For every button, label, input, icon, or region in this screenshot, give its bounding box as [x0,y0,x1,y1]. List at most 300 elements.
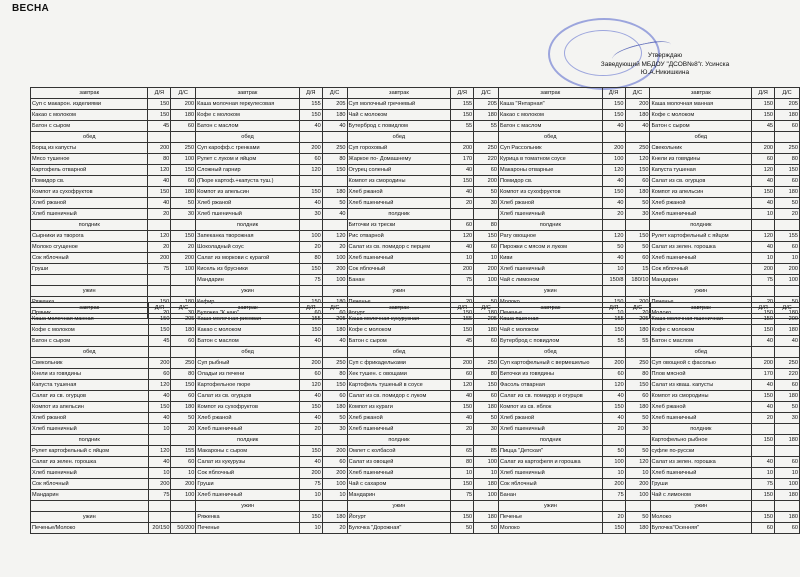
dish-cell: Картофельное пюре [196,380,300,391]
portion-cell [602,286,625,297]
portion-cell: 200 [148,253,171,264]
dish-cell: Хлеб пшеничный [31,468,149,479]
portion-cell [322,220,347,231]
portion-cell: 65 [451,446,474,457]
portion-cell: 150 [625,231,650,242]
portion-cell: 60 [752,523,775,534]
portion-cell: 150 [171,165,196,176]
dish-cell: Хлеб пшеничный [499,209,603,220]
portion-cell: 80 [299,253,322,264]
dish-cell: Каша пшенная [499,314,603,325]
portion-cell: 10 [602,308,625,319]
portion-cell: 150 [474,380,499,391]
portion-cell: 45 [148,336,171,347]
table-row [31,325,800,336]
portion-cell [752,286,775,297]
dish-cell: Сырники из творога [31,231,148,242]
portion-cell: 80 [322,154,347,165]
dish-cell: Сок яблочный [347,264,451,275]
dish-cell: Хлеб пшеничный [499,468,603,479]
portion-cell: 100 [171,154,196,165]
portion-cell: 50/200 [171,523,196,534]
portion-cell: 150 [451,325,474,336]
portion-cell: 150 [171,380,196,391]
dish-cell: Груши [196,479,300,490]
portion-cell: 150 [451,110,474,121]
portion-cell: Д/С [625,88,650,99]
portion-cell: 150 [602,402,625,413]
table-row [31,154,800,165]
portion-cell: 30 [171,308,196,319]
portion-cell: 30 [474,198,499,209]
portion-cell: 10 [775,253,800,264]
portion-cell: 155 [451,314,474,325]
portion-cell: 60 [299,369,322,380]
portion-cell: 180 [775,110,800,121]
portion-cell [775,220,800,231]
portion-cell: 100 [299,231,322,242]
portion-cell [451,209,474,220]
portion-cell: 180 [625,110,650,121]
portion-cell: 50 [171,413,196,424]
portion-cell: 180 [474,402,499,413]
table-row [31,336,800,347]
dish-cell: завтрак [31,88,148,99]
table-row [31,369,800,380]
portion-cell: 180 [474,110,499,121]
dish-cell: завтрак [499,303,603,314]
portion-cell: 200 [625,297,650,308]
portion-cell: 80 [625,369,650,380]
portion-cell: 250 [171,358,196,369]
table-row [31,286,800,297]
dish-cell: Компот из смородины [347,176,451,187]
portion-cell: 150 [451,176,474,187]
portion-cell: 10 [148,424,171,435]
table-row [31,468,800,479]
portion-cell: 40 [148,198,171,209]
portion-cell: 150 [752,325,775,336]
portion-cell: 40 [299,413,322,424]
portion-cell: Д/Я [148,303,171,314]
portion-cell: 80 [171,369,196,380]
portion-cell: 205 [474,314,499,325]
dish-cell: ужин [650,286,752,297]
dish-cell: Хлеб пшеничный [347,424,451,435]
dish-cell: завтрак [196,303,300,314]
portion-cell: 150 [602,187,625,198]
portion-cell: 60 [775,457,800,468]
portion-cell: 250 [322,143,347,154]
dish-cell: Салат из кваш. капусты [650,380,752,391]
dish-cell: Чай с молоком [347,110,451,121]
portion-cell: 150 [451,402,474,413]
portion-cell: 180 [322,110,347,121]
portion-cell: 200 [474,176,499,187]
dish-cell: Помидор св. [31,176,148,187]
portion-cell: 60 [171,391,196,402]
dish-cell: Какао с молоком [499,110,603,121]
portion-cell [148,435,171,446]
dish-cell: Кофе с молоком [31,325,149,336]
portion-cell: 250 [625,358,650,369]
dish-cell: Груши [31,264,148,275]
portion-cell [148,220,171,231]
portion-cell: 150 [299,110,322,121]
portion-cell: Д/Я [752,303,775,314]
portion-cell [775,347,800,358]
portion-cell [474,132,499,143]
dish-cell: Хлеб пшеничный [650,253,752,264]
portion-cell: Д/С [322,303,347,314]
portion-cell: 180 [322,297,347,308]
portion-cell: 180 [171,187,196,198]
portion-cell: 85 [474,446,499,457]
portion-cell: 50 [451,523,474,534]
dish-cell: Салат из св. помидор и огурцов [499,391,603,402]
dish-cell: Суп овощной с фасолью [650,358,752,369]
portion-cell: 250 [171,143,196,154]
dish-cell: Огурец соленый [347,165,451,176]
portion-cell: 20 [752,297,775,308]
portion-cell: 40 [322,336,347,347]
portion-cell: 20 [299,242,322,253]
dish-cell: Сок яблочный [196,468,300,479]
portion-cell: 250 [625,143,650,154]
dish-cell: Курица в томатном соусе [499,154,603,165]
portion-cell: 60 [474,336,499,347]
portion-cell [602,220,625,231]
dish-cell: обед [31,347,149,358]
portion-cell: 150 [752,99,775,110]
portion-cell: 180 [171,110,196,121]
dish-cell: Рулет картофельный с яйцом [31,446,149,457]
dish-cell: Сок яблочный [499,479,603,490]
dish-cell: Мясо тушеное [31,154,148,165]
portion-cell: 60 [171,176,196,187]
portion-cell: 60 [625,176,650,187]
table-row [31,424,800,435]
portion-cell: 205 [171,314,196,325]
portion-cell: 200 [602,358,625,369]
portion-cell: 30 [775,413,800,424]
dish-cell: Сок яблочный [31,253,148,264]
portion-cell: 20 [625,308,650,319]
portion-cell: 75 [752,275,775,286]
portion-cell: 180 [322,402,347,413]
portion-cell: 40 [602,121,625,132]
dish-cell: полдник [31,435,149,446]
dish-cell: Хлеб ржаной [347,187,451,198]
dish-cell: Свекольник [31,358,149,369]
portion-cell: 150 [752,308,775,319]
portion-cell: 50 [322,198,347,209]
portion-cell: 40 [602,198,625,209]
portion-cell: 150 [602,297,625,308]
portion-cell: 120 [451,231,474,242]
dish-cell: Булочка "Дорожная" [347,523,451,534]
portion-cell: 250 [474,358,499,369]
portion-cell: 60 [171,457,196,468]
portion-cell [602,347,625,358]
portion-cell [474,209,499,220]
portion-cell: 150 [451,308,474,319]
portion-cell: 40 [451,165,474,176]
dish-cell: Каша молочная геркулесовая [196,99,300,110]
portion-cell: 120 [602,165,625,176]
page-title: ВЕСНА [12,3,50,14]
dish-cell: Йогурт [347,512,451,523]
portion-cell [451,286,474,297]
portion-cell: 120 [299,165,322,176]
dish-cell: Молоко [499,297,603,308]
dish-cell: Какао с молоком [196,325,300,336]
portion-cell: 80 [451,457,474,468]
dish-cell: полдник [196,220,300,231]
portion-cell: 15 [625,264,650,275]
dish-cell: Хлеб пшеничный [347,198,451,209]
portion-cell: 200 [752,143,775,154]
portion-cell: 60 [775,242,800,253]
dish-cell: ужин [499,286,603,297]
portion-cell: Д/Я [451,88,474,99]
portion-cell: 60 [775,121,800,132]
dish-cell: Компот из апельсин [650,187,752,198]
dish-cell: Рулет с луком и яйцом [196,154,300,165]
portion-cell: 10 [474,468,499,479]
portion-cell: 60 [602,369,625,380]
portion-cell: 50 [322,413,347,424]
portion-cell: 50 [625,446,650,457]
portion-cell: 180 [625,187,650,198]
dish-cell: ужин [31,512,149,523]
portion-cell [299,220,322,231]
portion-cell: 250 [474,143,499,154]
portion-cell: Д/Я [299,303,322,314]
portion-cell: 75 [148,264,171,275]
portion-cell: 30 [625,424,650,435]
portion-cell: 40 [148,413,171,424]
dish-cell: Кофе с молоком [650,110,752,121]
dish-cell: Хлеб пшеничный [650,209,752,220]
dish-cell: Суп Рассольник [499,143,603,154]
dish-cell: Салат из кукурузы [196,457,300,468]
portion-cell: 60 [171,336,196,347]
portion-cell [451,132,474,143]
dish-cell: йогурт [347,308,451,319]
menu-table-week-1 [30,87,800,319]
portion-cell: 150/8 [602,275,625,286]
portion-cell: Д/Я [602,303,625,314]
portion-cell: 60 [322,308,347,319]
portion-cell: 20 [602,424,625,435]
dish-cell: Каша молочная пшеничная [650,314,752,325]
portion-cell: 200 [451,264,474,275]
dish-cell: Оладьи из печени [196,369,300,380]
dish-cell: Каша молочная манная [31,314,149,325]
dish-cell: Батон с маслом [196,121,300,132]
portion-cell: 60 [752,154,775,165]
portion-cell: 55 [602,336,625,347]
portion-cell: 60 [775,523,800,534]
portion-cell: 180 [171,297,196,308]
portion-cell: 205 [322,314,347,325]
portion-cell: 10 [474,253,499,264]
portion-cell: 40 [299,457,322,468]
portion-cell [625,220,650,231]
dish-cell: Батон с сыром [31,336,149,347]
dish-cell: обед [650,132,752,143]
dish-cell: Компот из св. яблок [499,402,603,413]
dish-cell: Салат из овощей [347,457,451,468]
portion-cell [775,286,800,297]
portion-cell: 45 [451,336,474,347]
portion-cell: 220 [474,154,499,165]
header-row [31,303,800,314]
dish-cell: Батон с маслом [499,121,603,132]
dish-cell: Мандарин [650,275,752,286]
portion-cell: 75 [602,490,625,501]
portion-cell: 200 [299,468,322,479]
portion-cell: Д/Я [148,88,171,99]
portion-cell: 40 [752,336,775,347]
portion-cell [148,501,171,512]
portion-cell: 50 [775,402,800,413]
portion-cell: 120 [148,165,171,176]
portion-cell: 40 [299,391,322,402]
portion-cell: 250 [322,358,347,369]
dish-cell: Компот из кураги [347,402,451,413]
portion-cell: 150 [299,512,322,523]
portion-cell: 155 [451,99,474,110]
portion-cell: 150 [148,99,171,110]
portion-cell: 40 [775,336,800,347]
portion-cell: 40 [752,380,775,391]
portion-cell: 50 [474,413,499,424]
table-row [31,457,800,468]
portion-cell: 180 [474,479,499,490]
portion-cell: 20 [775,209,800,220]
portion-cell: 10 [752,253,775,264]
dish-cell: Макароны отварные [499,165,603,176]
dish-cell: Хлеб ржаной [499,198,603,209]
dish-cell: обед [196,347,300,358]
portion-cell: 150 [752,490,775,501]
portion-cell: 180 [775,187,800,198]
dish-cell: полдник [650,220,752,231]
portion-cell: 180 [474,512,499,523]
dish-cell: завтрак [650,303,752,314]
dish-cell: Сок яблочный [31,479,149,490]
dish-cell: Биточки из трески [347,220,451,231]
portion-cell: Д/Я [752,88,775,99]
portion-cell: 150 [148,325,171,336]
portion-cell: 150 [752,187,775,198]
portion-cell: 50 [775,198,800,209]
portion-cell [171,132,196,143]
portion-cell: 30 [322,424,347,435]
portion-cell: 150 [148,110,171,121]
dish-cell: завтрак [196,88,300,99]
dish-cell: Суп карофф.с гренками [196,143,300,154]
dish-cell: Кофе с молоком [347,325,451,336]
portion-cell [299,435,322,446]
dish-cell: ужин [31,286,148,297]
portion-cell: 200 [148,358,171,369]
dish-cell: Хлеб пшеничный [196,209,300,220]
dish-cell: Сок яблочный [650,264,752,275]
dish-cell: Батон с маслом [196,336,300,347]
portion-cell [625,501,650,512]
portion-cell: 50 [474,187,499,198]
portion-cell: 40 [752,242,775,253]
portion-cell: 155 [299,99,322,110]
table-row [31,413,800,424]
dish-cell: Пряник [31,308,148,319]
portion-cell: 50 [625,242,650,253]
portion-cell [148,132,171,143]
portion-cell: 100 [171,490,196,501]
portion-cell: 80 [775,154,800,165]
portion-cell: 200 [451,358,474,369]
dish-cell: Рулет картофельный с яйцом [650,231,752,242]
portion-cell: 100 [322,275,347,286]
dish-cell: полдник [196,435,300,446]
portion-cell: 180 [625,325,650,336]
dish-cell: Банан [347,275,451,286]
portion-cell: 40 [299,121,322,132]
dish-cell: Чай с лимоном [499,275,603,286]
dish-cell: Чай с сахаром [347,479,451,490]
portion-cell: 100 [474,490,499,501]
portion-cell: 120 [148,231,171,242]
portion-cell: 170 [752,369,775,380]
portion-cell: 20 [752,413,775,424]
portion-cell: 150 [602,523,625,534]
portion-cell: 200 [474,264,499,275]
dish-cell: завтрак [499,88,603,99]
portion-cell: Д/С [775,303,800,314]
portion-cell: 180 [775,308,800,319]
portion-cell: 150 [474,231,499,242]
dish-cell: обед [31,132,148,143]
portion-cell [602,435,625,446]
portion-cell: 180 [775,512,800,523]
portion-cell: 155 [171,446,196,457]
portion-cell [474,286,499,297]
portion-cell [171,435,196,446]
portion-cell: 50 [625,413,650,424]
portion-cell [299,347,322,358]
portion-cell: 75 [451,490,474,501]
dish-cell: Пирожки с мясом и луком [499,242,603,253]
portion-cell: 250 [775,358,800,369]
dish-cell: Печенье [499,512,603,523]
dish-cell: Мандарин [347,490,451,501]
portion-cell: 60 [474,391,499,402]
table-row [31,187,800,198]
portion-cell: 150 [602,325,625,336]
portion-cell: Д/С [171,88,196,99]
dish-cell: Хлеб ржаной [196,413,300,424]
portion-cell: Д/С [322,88,347,99]
portion-cell: 20 [148,209,171,220]
table-row [31,242,800,253]
table-row [31,121,800,132]
portion-cell: 120 [625,457,650,468]
portion-cell [322,132,347,143]
dish-cell: Свекольник [650,143,752,154]
